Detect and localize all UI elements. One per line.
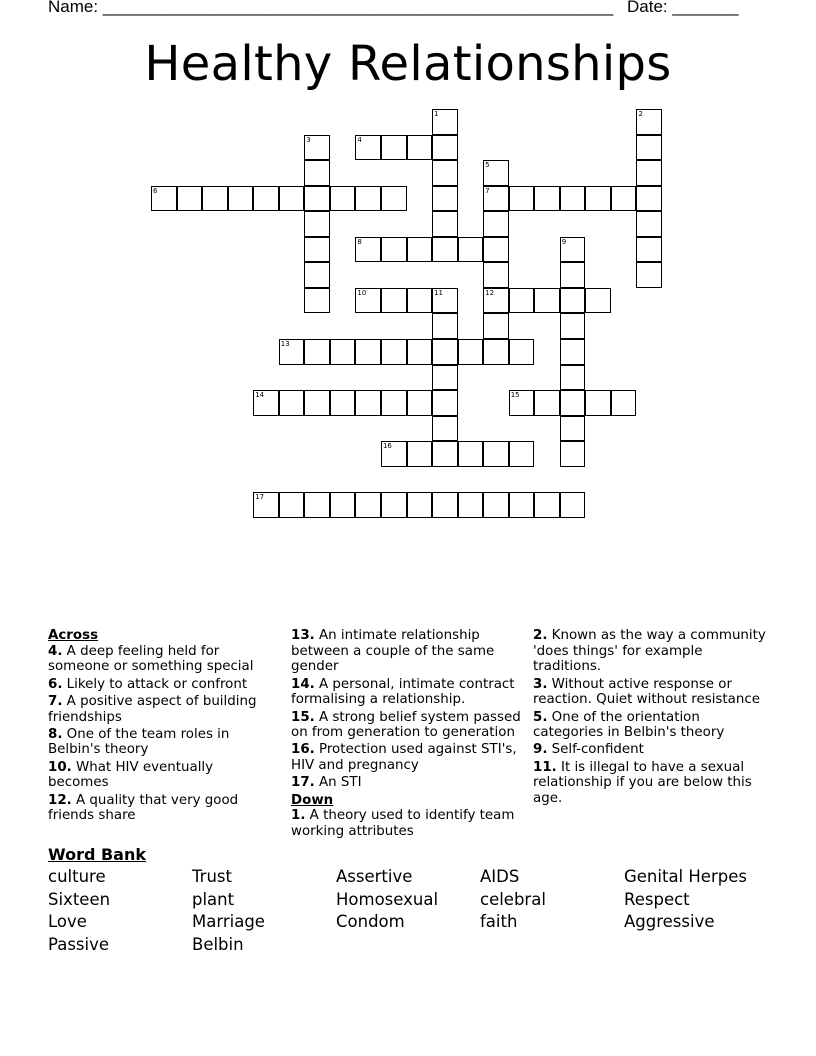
crossword-cell[interactable] <box>509 288 535 314</box>
crossword-cell[interactable] <box>432 365 458 391</box>
crossword-cell[interactable] <box>483 237 509 263</box>
clue-number-label: 15 <box>510 391 520 400</box>
crossword-cell[interactable] <box>407 135 433 161</box>
clue-across-17: 17. An STI <box>291 775 362 791</box>
crossword-cell[interactable] <box>381 135 407 161</box>
crossword-cell[interactable] <box>304 135 330 161</box>
clue-number-label: 14 <box>255 391 265 400</box>
crossword-cell[interactable] <box>202 186 228 212</box>
crossword-cell[interactable] <box>534 288 560 314</box>
word-bank-item: Marriage <box>192 912 265 932</box>
crossword-cell[interactable] <box>304 186 330 212</box>
crossword-cell[interactable] <box>330 339 356 365</box>
crossword-cell[interactable] <box>432 109 458 135</box>
clue-number-label: 7 <box>485 186 490 195</box>
crossword-cell[interactable] <box>228 186 254 212</box>
crossword-cell[interactable] <box>407 339 433 365</box>
crossword-cell[interactable] <box>381 441 407 467</box>
crossword-cell[interactable] <box>355 288 381 314</box>
crossword-cell[interactable] <box>381 390 407 416</box>
crossword-cell[interactable] <box>611 390 637 416</box>
crossword-cell[interactable] <box>483 186 509 212</box>
crossword-cell[interactable] <box>534 186 560 212</box>
crossword-cell[interactable] <box>636 262 662 288</box>
crossword-cell[interactable] <box>483 160 509 186</box>
crossword-cell[interactable] <box>432 288 458 314</box>
crossword-cell[interactable] <box>432 135 458 161</box>
crossword-cell[interactable] <box>483 313 509 339</box>
clue-number-label: 12 <box>485 288 495 297</box>
crossword-cell[interactable] <box>509 492 535 518</box>
date-field[interactable]: Date: _______ <box>627 0 739 16</box>
crossword-cell[interactable] <box>560 313 586 339</box>
word-bank-item: plant <box>192 889 235 909</box>
crossword-cell[interactable] <box>458 441 484 467</box>
crossword-cell[interactable] <box>304 211 330 237</box>
clue-number-label: 8 <box>357 237 362 246</box>
crossword-cell[interactable] <box>458 339 484 365</box>
crossword-cell[interactable] <box>253 390 279 416</box>
clue-down-1: 1. A theory used to identify team working attributes <box>291 808 515 839</box>
crossword-cell[interactable] <box>560 262 586 288</box>
crossword-cell[interactable] <box>355 492 381 518</box>
crossword-cell[interactable] <box>509 441 535 467</box>
crossword-cell[interactable] <box>585 186 611 212</box>
clues-column-1 <box>48 628 276 825</box>
clue-across-7: 7. A positive aspect of building friendships <box>48 693 257 725</box>
crossword-cell[interactable] <box>636 186 662 212</box>
crossword-cell[interactable] <box>432 160 458 186</box>
crossword-cell[interactable] <box>483 288 509 314</box>
crossword-cell[interactable] <box>432 441 458 467</box>
word-bank-item: Passive <box>48 934 110 954</box>
word-bank-item: culture <box>48 867 106 886</box>
crossword-cell[interactable] <box>304 160 330 186</box>
word-bank-item: Sixteen <box>48 889 111 909</box>
crossword-cell[interactable] <box>560 492 586 518</box>
clue-across-14: 14. A personal, intimate contract formalising a relationship. <box>291 676 515 708</box>
crossword-cell[interactable] <box>483 441 509 467</box>
page-title: Healthy Relationships <box>144 36 672 92</box>
crossword-cell[interactable] <box>432 211 458 237</box>
crossword-cell[interactable] <box>381 288 407 314</box>
clue-number-label: 11 <box>434 288 443 297</box>
crossword-cell[interactable] <box>483 262 509 288</box>
crossword-cell[interactable] <box>509 390 535 416</box>
clue-number-label: 1 <box>434 110 439 118</box>
word-bank <box>48 866 768 956</box>
crossword-cell[interactable] <box>330 390 356 416</box>
crossword-cell[interactable] <box>483 339 509 365</box>
crossword-cell[interactable] <box>279 339 305 365</box>
clue-across-6: 6. Likely to attack or confront <box>48 676 248 692</box>
crossword-cell[interactable] <box>381 237 407 263</box>
crossword-cell[interactable] <box>407 237 433 263</box>
crossword-cell[interactable] <box>381 492 407 518</box>
crossword-cell[interactable] <box>381 186 407 212</box>
crossword-cell[interactable] <box>355 339 381 365</box>
crossword-cell[interactable] <box>636 160 662 186</box>
crossword-cell[interactable] <box>304 390 330 416</box>
crossword-cell[interactable] <box>432 416 458 442</box>
clue-number-label: 4 <box>357 135 362 144</box>
crossword-cell[interactable] <box>534 492 560 518</box>
word-bank-item: Homosexual <box>336 889 439 909</box>
clue-down-3: 3. Without active response or reaction. Quiet without resistance <box>533 676 760 708</box>
word-bank-item: Love <box>48 912 87 932</box>
crossword-cell[interactable] <box>355 390 381 416</box>
crossword-cell[interactable] <box>330 186 356 212</box>
crossword-cell[interactable] <box>355 135 381 161</box>
crossword-cell[interactable] <box>304 237 330 263</box>
word-bank-item: Respect <box>624 889 690 909</box>
word-bank-item: Condom <box>336 912 405 932</box>
crossword-cell[interactable] <box>560 441 586 467</box>
word-bank-item: Assertive <box>336 867 413 886</box>
word-bank-item: faith <box>480 912 518 932</box>
word-bank-item: Genital Herpes <box>624 867 747 886</box>
crossword-cell[interactable] <box>432 237 458 263</box>
crossword-cell[interactable] <box>636 109 662 135</box>
clue-number-label: 3 <box>306 135 311 144</box>
crossword-cell[interactable] <box>560 288 586 314</box>
clue-across-4: 4. A deep feeling held for someone or something special <box>48 643 254 675</box>
clue-number-label: 2 <box>638 110 643 118</box>
crossword-cell[interactable] <box>509 339 535 365</box>
crossword-cell[interactable] <box>483 492 509 518</box>
word-bank-item: Belbin <box>192 934 244 954</box>
crossword-cell[interactable] <box>636 237 662 263</box>
clue-down-5: 5. One of the orientation categories in Belbin's theory <box>533 709 725 741</box>
crossword-cell[interactable] <box>458 492 484 518</box>
crossword-cell[interactable] <box>330 492 356 518</box>
word-bank-title: Word Bank <box>48 845 147 864</box>
crossword-cell[interactable] <box>534 390 560 416</box>
name-field[interactable]: Name: ______________________________________________________ <box>48 0 614 16</box>
crossword-cell[interactable] <box>432 186 458 212</box>
crossword-cell[interactable] <box>407 390 433 416</box>
crossword-cell[interactable] <box>560 416 586 442</box>
crossword-cell[interactable] <box>458 237 484 263</box>
down-heading: Down <box>291 792 334 808</box>
clue-number-label: 17 <box>255 493 265 502</box>
crossword-cell[interactable] <box>279 390 305 416</box>
crossword-cell[interactable] <box>304 339 330 365</box>
clue-across-12: 12. A quality that very good friends share <box>48 792 239 824</box>
crossword-cell[interactable] <box>432 390 458 416</box>
crossword-cell[interactable] <box>585 288 611 314</box>
clues-column-2 <box>291 628 523 841</box>
crossword-cell[interactable] <box>483 211 509 237</box>
word-bank-item: AIDS <box>480 867 520 886</box>
crossword-cell[interactable] <box>432 492 458 518</box>
word-bank-item: Trust <box>192 867 232 886</box>
clue-across-13: 13. An intimate relationship between a couple of the same gender <box>291 628 495 675</box>
clue-across-8: 8. One of the team roles in Belbin's theory <box>48 726 230 758</box>
crossword-cell[interactable] <box>432 339 458 365</box>
crossword-cell[interactable] <box>381 339 407 365</box>
crossword-cell[interactable] <box>636 211 662 237</box>
crossword-cell[interactable] <box>560 237 586 263</box>
crossword-cell[interactable] <box>611 186 637 212</box>
crossword-cell[interactable] <box>279 492 305 518</box>
word-bank-item: Aggressive <box>624 912 715 932</box>
crossword-cell[interactable] <box>151 186 177 212</box>
clue-number-label: 9 <box>561 237 567 246</box>
clue-number-label: 10 <box>357 288 367 297</box>
crossword-cell[interactable] <box>509 186 535 212</box>
crossword-cell[interactable] <box>585 390 611 416</box>
crossword-cell[interactable] <box>279 186 305 212</box>
across-heading: Across <box>48 628 99 643</box>
clue-down-2: 2. Known as the way a community 'does things' for example traditions. <box>533 628 766 675</box>
crossword-cell[interactable] <box>355 237 381 263</box>
crossword-cell[interactable] <box>636 135 662 161</box>
clue-down-9: 9. Self-confident <box>533 742 644 758</box>
clue-number-label: 16 <box>382 442 392 451</box>
crossword-cell[interactable] <box>560 186 586 212</box>
clues-column-3 <box>533 628 771 808</box>
crossword-cell[interactable] <box>407 492 433 518</box>
crossword-cell[interactable] <box>560 365 586 391</box>
crossword-cell[interactable] <box>253 186 279 212</box>
crossword-cell[interactable] <box>304 288 330 314</box>
crossword-cell[interactable] <box>407 441 433 467</box>
clue-down-11: 11. It is illegal to have a sexual relationship if you are below this age. <box>533 759 752 807</box>
crossword-cell[interactable] <box>355 186 381 212</box>
clue-number-label: 5 <box>485 161 490 170</box>
clue-across-16: 16. Protection used against STI's, HIV and pregnancy <box>291 742 517 774</box>
clue-across-15: 15. A strong belief system passed on from generation to generation <box>291 709 521 741</box>
crossword-cell[interactable] <box>253 492 279 518</box>
crossword-cell[interactable] <box>407 288 433 314</box>
crossword-cell[interactable] <box>304 262 330 288</box>
crossword-cell[interactable] <box>560 390 586 416</box>
crossword-cell[interactable] <box>560 339 586 365</box>
crossword-cell[interactable] <box>177 186 203 212</box>
word-bank-item: celebral <box>480 889 546 909</box>
clue-across-10: 10. What HIV eventually becomes <box>48 759 214 791</box>
crossword-cell[interactable] <box>432 313 458 339</box>
crossword-cell[interactable] <box>304 492 330 518</box>
clue-number-label: 13 <box>280 339 290 348</box>
clue-number-label: 6 <box>153 186 158 195</box>
